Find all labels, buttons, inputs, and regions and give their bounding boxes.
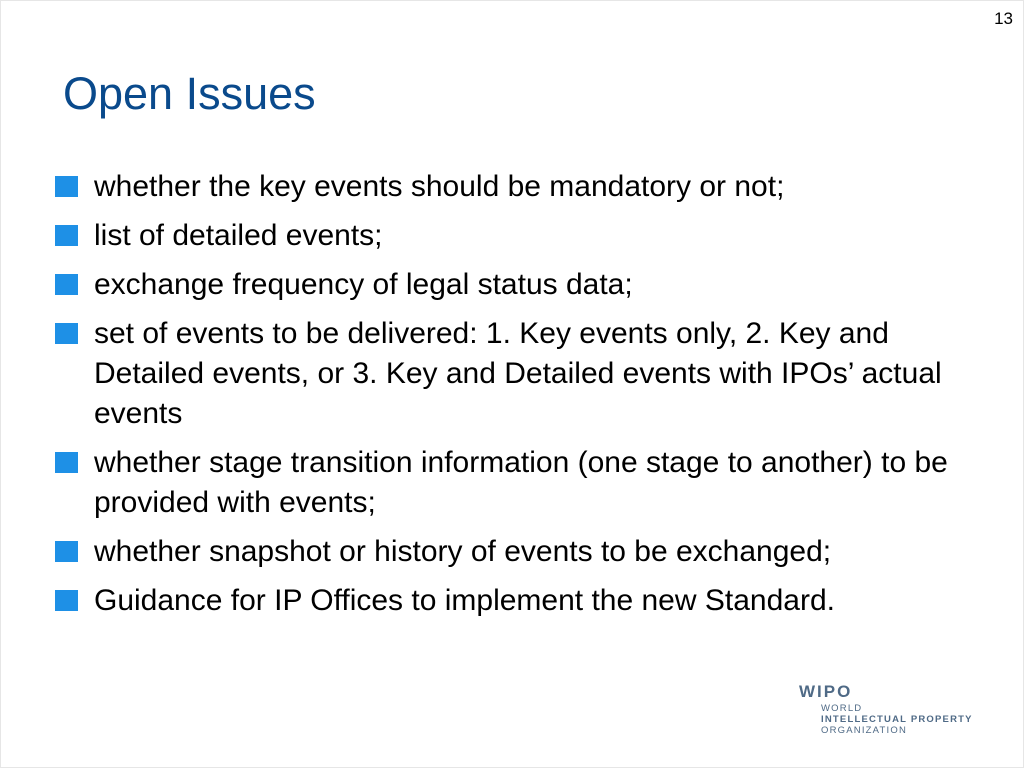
bullet-text: whether the key events should be mandatory or not; xyxy=(94,170,785,203)
bullet-item xyxy=(55,443,955,523)
bullet-item xyxy=(55,314,955,434)
logo-line-world: WORLD xyxy=(821,703,863,714)
bullet-text: Guidance for IP Offices to implement the new Standard. xyxy=(94,584,835,617)
logo-line-organization: ORGANIZATION xyxy=(821,725,908,736)
bullet-item xyxy=(55,265,955,305)
square-bullet-icon xyxy=(55,225,78,246)
logo-line-intellectual-property: INTELLECTUAL PROPERTY xyxy=(821,714,973,725)
bullet-text: set of events to be delivered: 1. Key events only, 2. Key and Detailed events, or 3. Key and Detailed events with IPOs’ actual events xyxy=(94,317,942,430)
bullet-text: whether snapshot or history of events to be exchanged; xyxy=(94,535,832,568)
square-bullet-icon xyxy=(55,452,78,473)
square-bullet-icon xyxy=(55,274,78,295)
bullet-item xyxy=(55,581,955,621)
bullet-item xyxy=(55,532,955,572)
slide-title: Open Issues xyxy=(63,68,316,119)
square-bullet-icon xyxy=(55,323,78,344)
square-bullet-icon xyxy=(55,176,78,197)
page-number: 13 xyxy=(994,9,1013,28)
bullet-text: whether stage transition information (one stage to another) to be provided with events; xyxy=(94,446,948,519)
logo-wordmark: WIPO xyxy=(799,682,853,701)
bullet-text: list of detailed events; xyxy=(94,219,383,252)
square-bullet-icon xyxy=(55,541,78,562)
bullet-item xyxy=(55,216,955,256)
bullet-item xyxy=(55,167,955,207)
square-bullet-icon xyxy=(55,590,78,611)
bullet-list xyxy=(55,167,955,630)
wipo-logo xyxy=(799,683,973,736)
bullet-text: exchange frequency of legal status data; xyxy=(94,268,633,301)
